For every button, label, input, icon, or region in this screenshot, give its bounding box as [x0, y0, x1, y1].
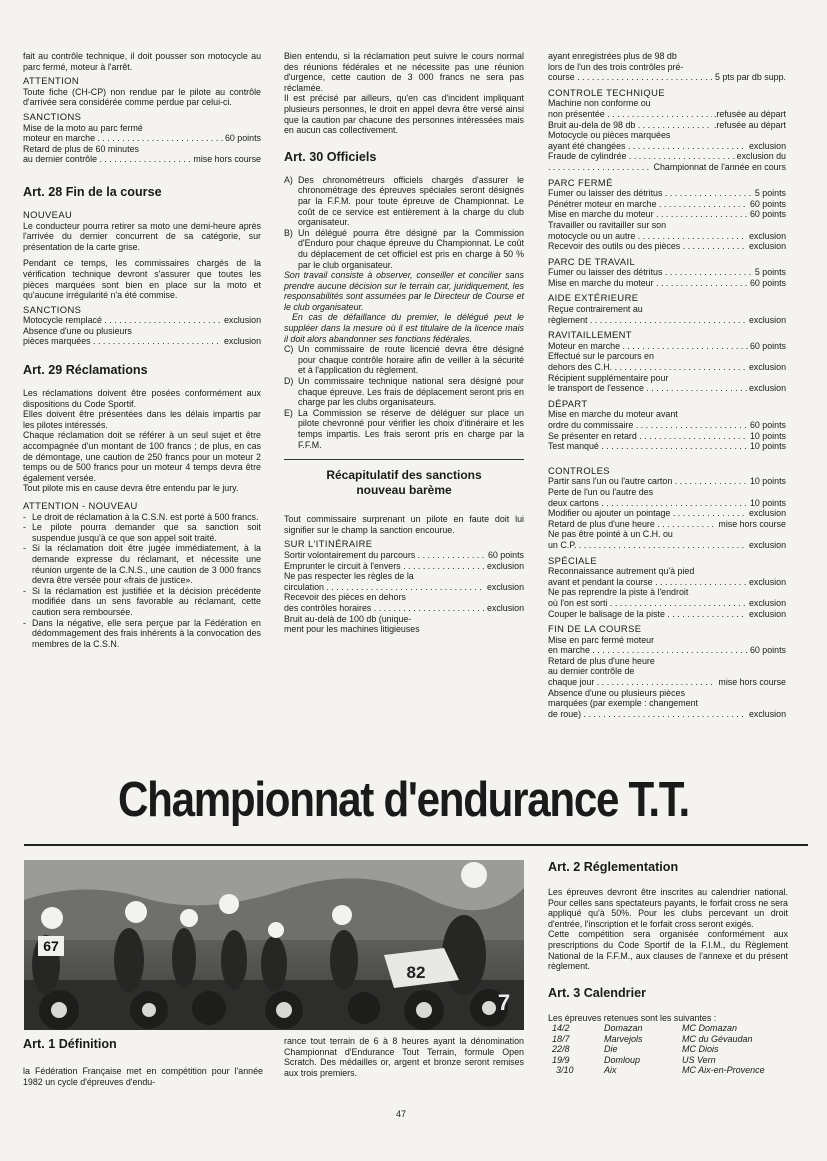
calendar-row: 14/2 Domazan MC Domazan: [552, 1023, 738, 1034]
fin-course-heading: FIN DE LA COURSE: [548, 623, 642, 635]
art28-heading: Art. 28 Fin de la course: [23, 184, 162, 199]
sanctions-line: Récipient supplémentaire pour: [548, 372, 669, 383]
art29-paragraph: Tout pilote mis en cause devra être entendu par le jury.: [23, 483, 239, 494]
recap-title: Récapitulatif des sanctions: [326, 468, 482, 483]
sanction-row: moteur en marche . . . 60 points: [23, 133, 261, 144]
sanction-row: pièces marquées . . . exclusion: [23, 336, 261, 347]
attention-text: Toute fiche (CH-CP) non rendue par le pilote au contrôle d'arrivée sera considérée comme perdue par celui-ci.: [23, 86, 261, 108]
sanction-row: règlement . . . exclusion: [548, 315, 786, 326]
sanctions-line: Ne pas respecter les règles de la: [284, 571, 414, 582]
art29-paragraph: Les réclamations doivent être posées conformément aux dispositions du Code Sportif.: [23, 388, 261, 409]
recap-box: [284, 459, 524, 498]
list-item: A) Des chronométreurs officiels chargés d'assurer le chronométrage des épreuves spéciales seront désignés par la F.F.M. pour toute épreuve de Championnat. Le coût de ce service est entièrement à la charge du club organisateur.: [284, 174, 524, 228]
sanctions-line: ayant enregistrées plus de 98 db: [548, 51, 677, 61]
art2-paragraph: Cette compétition sera organisée conformément aux prescriptions du Code Sportif de la F.I.M., du Règlement National de la F.F.M., aux clauses de l'annexe et du présent règlement.: [548, 929, 788, 972]
sanction-row: Modifier ou ajouter un pointage . . . exclusion: [548, 508, 786, 519]
page-number: 47: [396, 1109, 407, 1119]
list-item: - Le droit de réclamation à la C.S.N. est porté à 500 francs.: [23, 511, 259, 522]
attention-nouveau-heading: ATTENTION - NOUVEAU: [23, 500, 138, 511]
sanctions-line: Absence d'une ou plusieurs: [23, 325, 132, 336]
column-1: [23, 51, 261, 649]
sanctions-line: au dernier contrôle de: [548, 666, 635, 677]
sanctions-line: Bruit au-delà de 100 db (unique-: [284, 613, 412, 624]
sanctions-line: marquées (par exemple : changement: [548, 698, 698, 709]
sanctions-heading: SANCTIONS: [23, 110, 82, 122]
list-item: D) Un commissaire technique national sera désigné pour chaque épreuve. Les frais de déplacement seront pris en charge par les clubs organisateurs.: [284, 376, 524, 408]
itinerary-heading: SUR L'ITINÉRAIRE: [284, 538, 373, 550]
parc-ferme-heading: PARC FERMÉ: [548, 176, 613, 188]
sanctions-line: Retard de plus d'une heure: [548, 655, 655, 666]
list-item: - Si la réclamation est justifiée et la décision précédente modifiée dans un sens favorable au réclamant, cette caution sera remboursée.: [23, 585, 261, 617]
art2-art3-column: [548, 860, 788, 1076]
sanctions-line: Machine non conforme ou: [548, 98, 651, 109]
sanction-row: chaque jour . . . mise hors course: [548, 677, 786, 688]
sanction-row: Test manqué . . . 10 points: [548, 441, 786, 452]
recap-intro: Tout commissaire surprenant un pilote en faute doit lui signifier sur le champ la sanction encourue.: [284, 514, 524, 535]
sanctions-line: Perte de l'un ou l'autre des: [548, 486, 654, 497]
italic-paragraph: Son travail consiste à observer, conseiller et concilier sans prendre aucune décision sur le terrain car, juridiquement, les responsabilités sont assumées par le Directeur de Course et le club organisateur.: [284, 270, 524, 312]
sanctions-line: Effectué sur le parcours en: [548, 351, 654, 362]
sanction-row: Fumer ou laisser des détritus . . . 5 points: [548, 267, 786, 278]
sanction-row: Motocycle remplacé . . . exclusion: [23, 315, 261, 326]
list-item: B) Un délégué pourra être désigné par la Commission d'Enduro pour chaque épreuve du Championnat. Le coût du déplacement de cet officiel est pris en charge à 50 % par le club organisateur.: [284, 227, 524, 270]
sanctions-line: Absence d'une ou plusieurs pièces: [548, 687, 685, 698]
sanction-row: au dernier contrôle . . . mise hors course: [23, 154, 261, 165]
sanction-row: Sortir volontairement du parcours . . . 60 points: [284, 550, 524, 561]
sanctions-line: Recevoir des pièces en dehors: [284, 592, 406, 603]
sanction-row: Emprunter le circuit à l'envers . . . exclusion: [284, 561, 524, 572]
sanctions-line: Mise en parc fermé moteur: [548, 634, 655, 645]
list-item: - Le pilote pourra demander que sa sanction soit suspendue jusqu'à ce que son appel soit traité.: [23, 522, 261, 543]
sanction-row: Fraude de cylindrée . . . exclusion du: [548, 151, 786, 162]
art3-heading: Art. 3 Calendrier: [548, 985, 646, 1000]
sanction-row: Se présenter en retard . . . 10 points: [548, 431, 786, 442]
sanctions-line: Reconnaissance autrement qu'à pied: [548, 566, 695, 577]
sanction-row: Mise en marche du moteur . . . 60 points: [548, 278, 786, 289]
aide-exterieure-heading: AIDE EXTÉRIEURE: [548, 292, 639, 304]
controle-technique-heading: CONTROLE TECHNIQUE: [548, 86, 665, 98]
list-item: - Dans la négative, elle sera perçue par la Fédération en dédommagement des frais inhérents à la convocation des membres de la C.S.N.: [23, 617, 261, 649]
art3-intro: Les épreuves retenues sont les suivantes :: [548, 1012, 717, 1023]
art1-text-continued: rance tout terrain de 6 à 8 heures ayant la dénomination Championnat d'Endurance Tout Terrain, formule Open Scratch. Des médailles or, argent et bronze seront remises aux trois premiers.: [284, 1036, 524, 1078]
art1-text: la Fédération Française met en compétition pour l'année 1982 un cycle d'épreuves d'endu-: [23, 1066, 263, 1087]
sanction-row: le transport de l'essence . . . exclusion: [548, 383, 786, 394]
sanction-row: dehors des C.H. . . . exclusion: [548, 362, 786, 373]
controles-heading: CONTROLES: [548, 464, 610, 476]
list-item: - Si la réclamation doit être jugée immédiatement, à la demande expresse du réclamant, et nécessite une réunion urgente de la C.N.S., une caution de 3 000 francs devra être versée pour «frais de justice».: [23, 543, 261, 586]
sanction-row: Mise en marche du moteur . . . 60 points: [548, 209, 786, 220]
sanction-row: . . . Championnat de l'année en cours: [548, 162, 786, 173]
calendar-row: 19/9 Domloup US Vern: [552, 1054, 716, 1065]
column-2: [284, 51, 524, 635]
sanction-row: Partir sans l'un ou l'autre carton . . . 10 points: [548, 476, 786, 487]
sanctions-line: Reçue contrairement au: [548, 304, 643, 315]
italic-paragraph: En cas de défaillance du premier, le délégué peut le suppléer dans la mesure où il est titulaire de la licence mais il doit alors abandonner ses fonctions fédérales.: [284, 312, 524, 344]
attention-heading: ATTENTION: [23, 75, 80, 87]
art30-heading: Art. 30 Officiels: [284, 149, 377, 164]
ravitaillement-heading: RAVITAILLEMENT: [548, 329, 632, 341]
bib-number-3: 7: [497, 990, 511, 1015]
sanction-row: deux cartons . . . 10 points: [548, 498, 786, 509]
art1-heading: Art. 1 Définition: [23, 1037, 117, 1051]
depart-heading: DÉPART: [548, 397, 588, 409]
recap-subtitle: nouveau barème: [356, 483, 452, 498]
calendar-row: 3/10 Aix MC Aix-en-Provence: [556, 1065, 765, 1076]
art29-heading: Art. 29 Réclamations: [23, 363, 148, 378]
sanctions-line: Mise de la moto au parc fermé: [23, 122, 143, 133]
calendar-list: [548, 1023, 788, 1076]
sanction-row: Couper le balisage de la piste . . . exclusion: [548, 609, 786, 620]
sanction-row: Pénétrer moteur en marche . . . 60 points: [548, 199, 786, 210]
art28-paragraph: Pendant ce temps, les commissaires chargés de la vérification technique devront s'assurer que toutes les pièces marquées sont bien en place sur la moto et qu'aucune irrégularité n'a été commise.: [23, 258, 261, 301]
list-item: C) Un commissaire de route licencié devra être désigné pour chaque contrôle horaire afin de veiller à la sécurité et à l'application du règlement.: [284, 344, 524, 376]
sanctions-line: ment pour les machines litigieuses: [284, 624, 420, 635]
sanctions-heading: SANCTIONS: [23, 303, 82, 315]
art2-heading: Art. 2 Réglementation: [548, 860, 679, 874]
sanction-row: Retard de plus d'une heure . . . mise hors course: [548, 519, 786, 530]
sanction-row: en marche . . . 60 points: [548, 645, 786, 656]
art1-block: [23, 1037, 263, 1087]
sanction-row: non présentée . . . .refusée au départ: [548, 109, 786, 120]
parc-travail-heading: PARC DE TRAVAIL: [548, 255, 636, 267]
sanction-row: avant et pendant la course . . . exclusion: [548, 577, 786, 588]
sanctions-line: Mise en marche du moteur avant: [548, 409, 678, 420]
intro-text: fait au contrôle technique, il doit pousser son motocycle au parc fermé, moteur à l'arrêt.: [23, 51, 261, 72]
speciale-heading: SPÉCIALE: [548, 554, 598, 566]
col2-paragraph: Bien entendu, si la réclamation peut suivre le cours normal des réunions fédérales et ne nécessite pas une réunion d'urgence, cette caution de 3 000 francs ne sera pas réclamée.: [284, 51, 524, 93]
title-rule: [24, 844, 808, 846]
sanction-row: des contrôles horaires . . . exclusion: [284, 603, 524, 614]
art28-paragraph: Le conducteur pourra retirer sa moto une demi-heure après l'arrivée du dernier concurrent de sa catégorie, sur présentation de la carte grise.: [23, 220, 261, 252]
calendar-row: 18/7 Marvejols MC du Gévaudan: [552, 1033, 753, 1044]
sanctions-line: Motocycle ou pièces marquées: [548, 130, 671, 141]
art2-paragraph: Les épreuves devront être inscrites au calendrier national. Pour celles sans spectateurs payants, le forfait cross ne sera appliqué qu'à 50%. Pour les clubs percevant un droit d'entrée, l'inscription et le forfait cross seront exigés.: [548, 887, 788, 929]
calendar-row: 22/8 Die MC Diois: [552, 1044, 719, 1055]
column-3: [548, 51, 786, 719]
sanction-row: Bruit au-dela de 98 db . . . .refusée au départ: [548, 120, 786, 131]
col2-paragraph: Il est précisé par ailleurs, qu'en cas d'incident impliquant plusieurs personnes, le droit en appel devra être versé ainsi que la caution par chacune des personnes intéressées mais en aucun cas collectivement.: [284, 93, 524, 136]
art29-paragraph: Chaque réclamation doit se référer à un seul sujet et être accompagnée d'un montant de 100 francs ; de plus, en cas de démontage, une caution de 250 francs pour un moteur 2 temps ou de 500 francs pour un moteur 4 temps devra être également versée.: [23, 430, 261, 483]
sanctions-line: Retard de plus de 60 minutes: [23, 143, 139, 154]
main-title: Championnat d'endurance T.T.: [118, 773, 689, 827]
sanction-row: motocycle ou un autre . . . exclusion: [548, 231, 786, 242]
motocross-photo: [24, 860, 524, 1030]
sanctions-line: Ne pas reprendre la piste à l'endroit: [548, 587, 689, 598]
bib-number-2: 82: [406, 963, 426, 982]
sanction-row: ayant été changées . . . exclusion: [548, 141, 786, 152]
bib-number-1: 67: [43, 938, 59, 954]
sanction-row: ordre du commissaire . . . 60 points: [548, 420, 786, 431]
sanctions-line: Ne pas être pointé à un C.H. ou: [548, 529, 673, 540]
sanctions-line: lors de l'un des trois contrôles pré-: [548, 61, 684, 72]
list-item: E) La Commission se réserve de déléguer sur place un pilote chevronné pour vérifier les choix d'itinéraire et les temps impartis. Les frais seront pris en charge par la F.F.M.: [284, 407, 524, 450]
sanction-row: Recevoir des outils ou des pièces . . . exclusion: [548, 241, 786, 252]
sanction-row: course . . . 5 pts par db supp.: [548, 72, 786, 83]
art1-continued: [284, 1036, 524, 1078]
sanction-row: de roue) . . . exclusion: [548, 709, 786, 720]
sanction-row: circulation . . . exclusion: [284, 582, 524, 593]
sanction-row: un C.P. . . . exclusion: [548, 540, 786, 551]
art29-paragraph: Elles doivent être présentées dans les délais impartis par les pilotes intéressés.: [23, 409, 261, 430]
sanction-row: où l'on est sorti . . . exclusion: [548, 598, 786, 609]
sanctions-line: Travailler ou ravitailler sur son: [548, 219, 667, 230]
nouveau-label: NOUVEAU: [23, 208, 73, 220]
sanction-row: Moteur en marche . . . 60 points: [548, 341, 786, 352]
sanction-row: Fumer ou laisser des détritus . . . 5 points: [548, 188, 786, 199]
